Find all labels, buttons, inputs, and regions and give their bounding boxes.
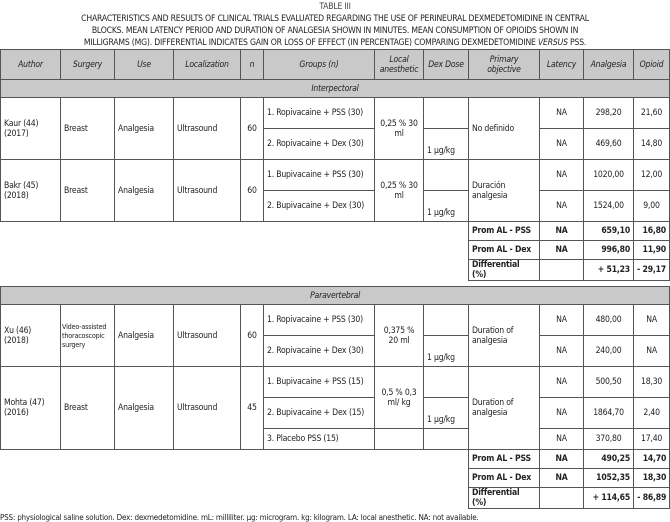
dex-dose-cell — [424, 305, 469, 336]
header-row — [1, 50, 670, 80]
column-header: Dex Dose — [424, 50, 469, 80]
objective-cell: Duración analgesia — [469, 160, 540, 222]
author-cell: Bakr (45) (2018) — [1, 160, 61, 222]
opioid-cell: 21,60 — [634, 98, 670, 129]
summary-label: Prom AL - PSS — [469, 450, 540, 469]
use-cell: Analgesia — [115, 98, 174, 160]
surgery-cell: Breast — [61, 367, 115, 450]
analgesia-cell: + 51,23 — [584, 260, 634, 281]
group-cell: 1. Bupivacaine + PSS (30) — [264, 160, 375, 191]
use-cell: Analgesia — [115, 367, 174, 450]
n-cell: 60 — [241, 98, 264, 160]
use-cell: Analgesia — [115, 305, 174, 367]
column-header: Localization — [174, 50, 241, 80]
latency-cell — [540, 488, 584, 509]
opioid-cell: 18,30 — [634, 469, 670, 488]
summary-label: Differential (%) — [469, 488, 540, 509]
column-header: Author — [1, 50, 61, 80]
local-anesthetic-cell — [375, 429, 424, 450]
analgesia-cell: 1052,35 — [584, 469, 634, 488]
analgesia-cell: 1020,00 — [584, 160, 634, 191]
caption-line — [0, 37, 670, 49]
column-header: Surgery — [61, 50, 115, 80]
surgery-cell: Video-assisted thoracoscopic surgery — [61, 305, 115, 367]
latency-cell: NA — [540, 398, 584, 429]
local-anesthetic-cell: 0,25 % 30 ml — [375, 98, 424, 160]
latency-cell: NA — [540, 305, 584, 336]
author-cell: Kaur (44) (2017) — [1, 98, 61, 160]
surgery-cell: Breast — [61, 160, 115, 222]
summary-row — [1, 260, 670, 281]
opioid-cell: 16,80 — [634, 222, 670, 241]
n-cell: 60 — [241, 160, 264, 222]
analgesia-cell: 240,00 — [584, 336, 634, 367]
caption-italic: VERSUS — [537, 38, 568, 48]
dex-dose-cell: 1 µg/kg — [424, 129, 469, 160]
latency-cell — [540, 260, 584, 281]
author-cell: Xu (46) (2018) — [1, 305, 61, 367]
analgesia-cell: 500,50 — [584, 367, 634, 398]
use-cell: Analgesia — [115, 160, 174, 222]
opioid-cell: 9,00 — [634, 191, 670, 222]
table-row — [1, 367, 670, 398]
summary-row — [1, 469, 670, 488]
surgery-cell: Breast — [61, 98, 115, 160]
table-row — [1, 98, 670, 129]
table-label: TABLE III — [319, 2, 351, 12]
blank-cell — [1, 469, 469, 488]
latency-cell: NA — [540, 336, 584, 367]
dex-dose-cell: 1 µg/kg — [424, 191, 469, 222]
section-title: Paravertebral — [1, 287, 670, 305]
section-table — [0, 286, 670, 509]
blank-cell — [1, 222, 469, 241]
latency-cell: NA — [540, 222, 584, 241]
caption-line: CHARACTERISTICS AND RESULTS OF CLINICAL TRIALS EVALUATED REGARDING THE USE OF PERINEURAL DEXMEDETOMIDINE IN CENTRAL — [81, 14, 589, 24]
section-table — [0, 49, 670, 281]
summary-row — [1, 450, 670, 469]
column-header: n — [241, 50, 264, 80]
column-header: Local anesthetic — [375, 50, 424, 80]
blank-cell — [1, 241, 469, 260]
analgesia-cell: 659,10 — [584, 222, 634, 241]
dex-dose-cell — [424, 160, 469, 191]
table-caption — [0, 0, 670, 49]
analgesia-cell: + 114,65 — [584, 488, 634, 509]
objective-cell: No definido — [469, 98, 540, 160]
analgesia-cell: 1524,00 — [584, 191, 634, 222]
summary-row — [1, 241, 670, 260]
summary-label: Prom AL - Dex — [469, 469, 540, 488]
column-header: Use — [115, 50, 174, 80]
group-cell: 1. Ropivacaine + PSS (30) — [264, 305, 375, 336]
table-row — [1, 160, 670, 191]
blank-cell — [1, 450, 469, 469]
dex-dose-cell — [424, 429, 469, 450]
column-header: Analgesia — [584, 50, 634, 80]
opioid-cell: 12,00 — [634, 160, 670, 191]
analgesia-cell: 490,25 — [584, 450, 634, 469]
summary-row — [1, 222, 670, 241]
blank-cell — [1, 488, 469, 509]
latency-cell: NA — [540, 98, 584, 129]
blank-cell — [1, 260, 469, 281]
n-cell: 45 — [241, 367, 264, 450]
latency-cell: NA — [540, 191, 584, 222]
opioid-cell: 14,80 — [634, 129, 670, 160]
table-row — [1, 305, 670, 336]
caption-text: MILLIGRAMS (MG). DIFFERENTIAL INDICATES GAIN OR LOSS OF EFFECT (IN PERCENTAGE) COMPARING DEXMEDETOMIDINE — [83, 38, 538, 48]
opioid-cell: 11,90 — [634, 241, 670, 260]
localization-cell: Ultrasound — [174, 98, 241, 160]
caption-text: PSS. — [567, 38, 587, 48]
section-title: Interpectoral — [1, 80, 670, 98]
opioid-cell: 14,70 — [634, 450, 670, 469]
group-cell: 1. Ropivacaine + PSS (30) — [264, 98, 375, 129]
local-anesthetic-cell: 0,25 % 30 ml — [375, 160, 424, 222]
analgesia-cell: 480,00 — [584, 305, 634, 336]
group-cell: 2. Ropivacaine + Dex (30) — [264, 336, 375, 367]
caption-line: BLOCKS. MEAN LATENCY PERIOD AND DURATION OF ANALGESIA SHOWN IN MINUTES. MEAN CONSUMPTION OF OPIOIDS SHOWN IN — [91, 26, 579, 36]
analgesia-cell: 370,80 — [584, 429, 634, 450]
dex-dose-cell: 1 µg/kg — [424, 398, 469, 429]
opioid-cell: 18,30 — [634, 367, 670, 398]
n-cell: 60 — [241, 305, 264, 367]
opioid-cell: 2,40 — [634, 398, 670, 429]
dex-dose-cell — [424, 367, 469, 398]
opioid-cell: 17,40 — [634, 429, 670, 450]
group-cell: 3. Placebo PSS (15) — [264, 429, 375, 450]
group-cell: 1. Bupivacaine + PSS (15) — [264, 367, 375, 398]
objective-cell: Duration of analgesia — [469, 305, 540, 367]
group-cell: 2. Ropivacaine + Dex (30) — [264, 129, 375, 160]
footnote: PSS: physiological saline solution. Dex: dexmedetomidine. mL: milliliter. µg: microgram. kg: kilogram. LA: local anesthetic. NA: not available. — [0, 513, 479, 522]
local-anesthetic-cell: 0,375 % 20 ml — [375, 305, 424, 367]
group-cell: 2. Bupivacaine + Dex (30) — [264, 191, 375, 222]
summary-label: Prom AL - PSS — [469, 222, 540, 241]
opioid-cell: - 86,89 — [634, 488, 670, 509]
latency-cell: NA — [540, 469, 584, 488]
dex-dose-cell: 1 µg/kg — [424, 336, 469, 367]
analgesia-cell: 298,20 — [584, 98, 634, 129]
column-header: Primary objective — [469, 50, 540, 80]
opioid-cell: NA — [634, 305, 670, 336]
summary-label: Prom AL - Dex — [469, 241, 540, 260]
opioid-cell: NA — [634, 336, 670, 367]
latency-cell: NA — [540, 160, 584, 191]
analgesia-cell: 1864,70 — [584, 398, 634, 429]
analgesia-cell: 469,60 — [584, 129, 634, 160]
section-band — [1, 287, 670, 305]
group-cell: 2. Bupivacaine + Dex (15) — [264, 398, 375, 429]
column-header: Opioid — [634, 50, 670, 80]
summary-row — [1, 488, 670, 509]
column-header: Groups (n) — [264, 50, 375, 80]
opioid-cell: - 29,17 — [634, 260, 670, 281]
latency-cell: NA — [540, 450, 584, 469]
local-anesthetic-cell: 0,5 % 0,3 ml/ kg — [375, 367, 424, 429]
results-table — [0, 49, 670, 509]
column-header: Latency — [540, 50, 584, 80]
localization-cell: Ultrasound — [174, 367, 241, 450]
latency-cell: NA — [540, 429, 584, 450]
latency-cell: NA — [540, 367, 584, 398]
section-band — [1, 80, 670, 98]
objective-cell: Duration of analgesia — [469, 367, 540, 450]
summary-label: Differential (%) — [469, 260, 540, 281]
latency-cell: NA — [540, 129, 584, 160]
latency-cell: NA — [540, 241, 584, 260]
analgesia-cell: 996,80 — [584, 241, 634, 260]
localization-cell: Ultrasound — [174, 305, 241, 367]
author-cell: Mohta (47) (2016) — [1, 367, 61, 450]
dex-dose-cell — [424, 98, 469, 129]
localization-cell: Ultrasound — [174, 160, 241, 222]
